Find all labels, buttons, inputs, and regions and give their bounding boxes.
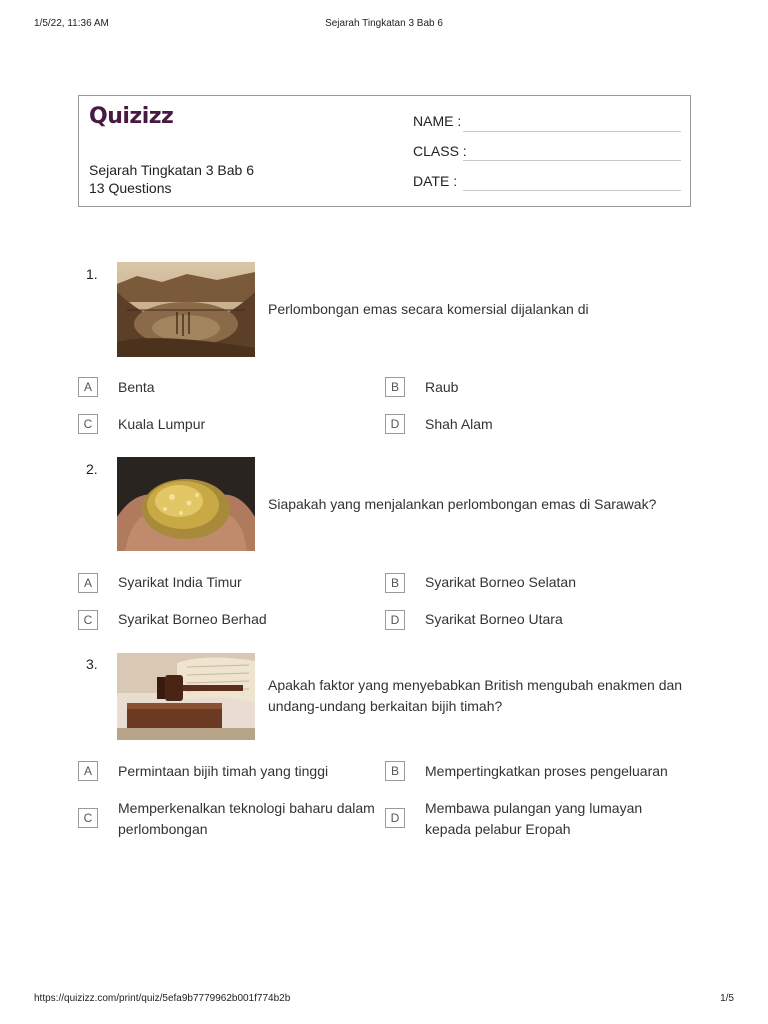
date-label: DATE : <box>413 173 458 189</box>
question-text: Siapakah yang menjalankan perlombongan emas di Sarawak? <box>268 496 657 512</box>
name-field[interactable] <box>463 131 681 132</box>
class-label: CLASS : <box>413 143 467 159</box>
date-field[interactable] <box>463 190 681 191</box>
quiz-title: Sejarah Tingkatan 3 Bab 6 <box>89 162 255 178</box>
option-letter-box[interactable]: B <box>385 761 405 781</box>
question-number: 1. <box>86 266 98 282</box>
option-letter-box[interactable]: B <box>385 377 405 397</box>
mining-pit-image <box>117 262 255 357</box>
option-text: Shah Alam <box>425 416 493 432</box>
class-field[interactable] <box>463 160 681 161</box>
option-letter-box[interactable]: C <box>78 610 98 630</box>
option-text: Benta <box>118 379 155 395</box>
option-text: Syarikat Borneo Selatan <box>425 574 576 590</box>
gavel-books-image <box>117 653 255 740</box>
gold-nuggets-image <box>117 457 255 551</box>
option-letter-box[interactable]: D <box>385 808 405 828</box>
option-letter-box[interactable]: D <box>385 414 405 434</box>
option-text: Kuala Lumpur <box>118 416 206 432</box>
option-text: Memperkenalkan teknologi baharu dalam perlombongan <box>118 800 375 837</box>
option-text: Permintaan bijih timah yang tinggi <box>118 763 329 779</box>
option-text: Mempertingkatkan proses pengeluaran <box>425 763 668 779</box>
option-letter-box[interactable]: A <box>78 573 98 593</box>
quizizz-logo: Quizizz <box>89 104 174 129</box>
option-text: Syarikat Borneo Utara <box>425 611 563 627</box>
option-letter-box[interactable]: B <box>385 573 405 593</box>
print-datetime: 1/5/22, 11:36 AM <box>34 18 109 29</box>
question-count: 13 Questions <box>89 180 172 196</box>
option-letter-box[interactable]: D <box>385 610 405 630</box>
option-text: Raub <box>425 379 459 395</box>
question-text: Apakah faktor yang menyebabkan British mengubah enakmen dan undang-undang berkaitan bijih timah? <box>268 677 683 714</box>
option-text: Syarikat India Timur <box>118 574 242 590</box>
page-number: 1/5 <box>720 993 734 1004</box>
footer-url[interactable]: https://quizizz.com/print/quiz/5efa9b7779962b001f774b2b <box>34 993 291 1004</box>
option-letter-box[interactable]: A <box>78 377 98 397</box>
question-number: 2. <box>86 461 98 477</box>
option-letter-box[interactable]: A <box>78 761 98 781</box>
question-text: Perlombongan emas secara komersial dijalankan di <box>268 301 589 317</box>
quiz-header-box <box>78 95 691 207</box>
option-text: Membawa pulangan yang lumayan kepada pelabur Eropah <box>425 800 643 837</box>
name-label: NAME : <box>413 113 462 129</box>
option-letter-box[interactable]: C <box>78 808 98 828</box>
print-doc-title: Sejarah Tingkatan 3 Bab 6 <box>325 18 443 29</box>
question-number: 3. <box>86 656 98 672</box>
option-text: Syarikat Borneo Berhad <box>118 611 267 627</box>
option-letter-box[interactable]: C <box>78 414 98 434</box>
